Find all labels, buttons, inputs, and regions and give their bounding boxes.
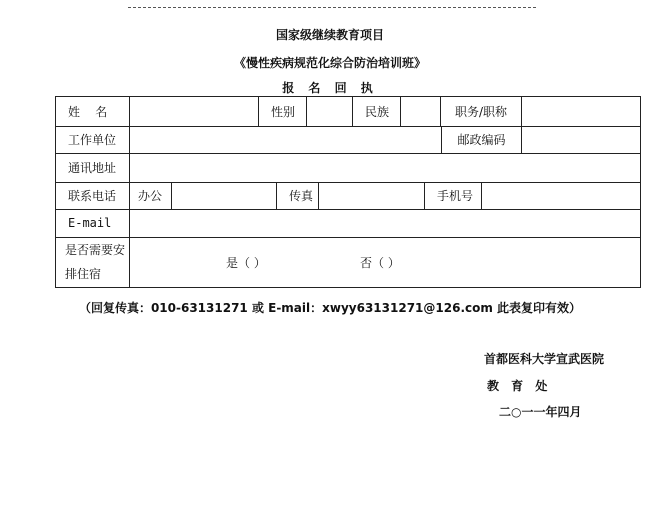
row-address [56,153,640,183]
accommodation-yes-option[interactable]: 是（ ） [226,256,266,270]
address-field[interactable] [130,153,640,182]
position-label: 职务/职称 [441,97,522,126]
workplace-label: 工作单位 [56,126,130,153]
form-title: 报 名 回 执 [282,81,378,95]
fax-field[interactable] [319,182,425,209]
gender-field[interactable] [307,97,353,126]
accommodation-no-option[interactable]: 否（ ） [360,256,400,270]
reply-note: （回复传真：010-63131271 或 E-mail：xwyy63131271@126.com 此表复印有效） [78,301,582,315]
accommodation-options [130,237,640,287]
fax-label: 传真 [277,182,319,209]
gender-label: 性别 [259,97,307,126]
ethnicity-field[interactable] [401,97,441,126]
cut-line [128,7,536,8]
registration-form [55,96,641,288]
office-phone-field[interactable] [172,182,277,209]
accommodation-label: 是否需要安 排住宿 [56,237,130,287]
issue-date: 二○一一年四月 [499,405,582,419]
department-name: 教 育 处 [487,379,552,393]
name-label: 姓 名 [56,97,130,126]
course-title: 《慢性疾病规范化综合防治培训班》 [233,56,426,70]
position-field[interactable] [522,97,640,126]
row-email [56,209,640,238]
phone-label: 联系电话 [56,182,130,209]
mobile-field[interactable] [482,182,640,209]
address-label: 通讯地址 [56,153,130,182]
project-title: 国家级继续教育项目 [275,28,384,42]
mobile-label: 手机号 [425,182,482,209]
name-field[interactable] [130,97,259,126]
office-label: 办公 [130,182,172,209]
email-field[interactable] [130,209,640,237]
ethnicity-label: 民族 [353,97,401,126]
row-accommodation [56,237,640,287]
workplace-field[interactable] [130,126,442,153]
postcode-label: 邮政编码 [442,126,522,153]
row-phone [56,182,640,210]
row-name [56,97,640,127]
postcode-field[interactable] [522,126,640,153]
email-label: E-mail [56,209,130,237]
organization-name: 首都医科大学宣武医院 [484,352,605,366]
row-workplace [56,126,640,154]
